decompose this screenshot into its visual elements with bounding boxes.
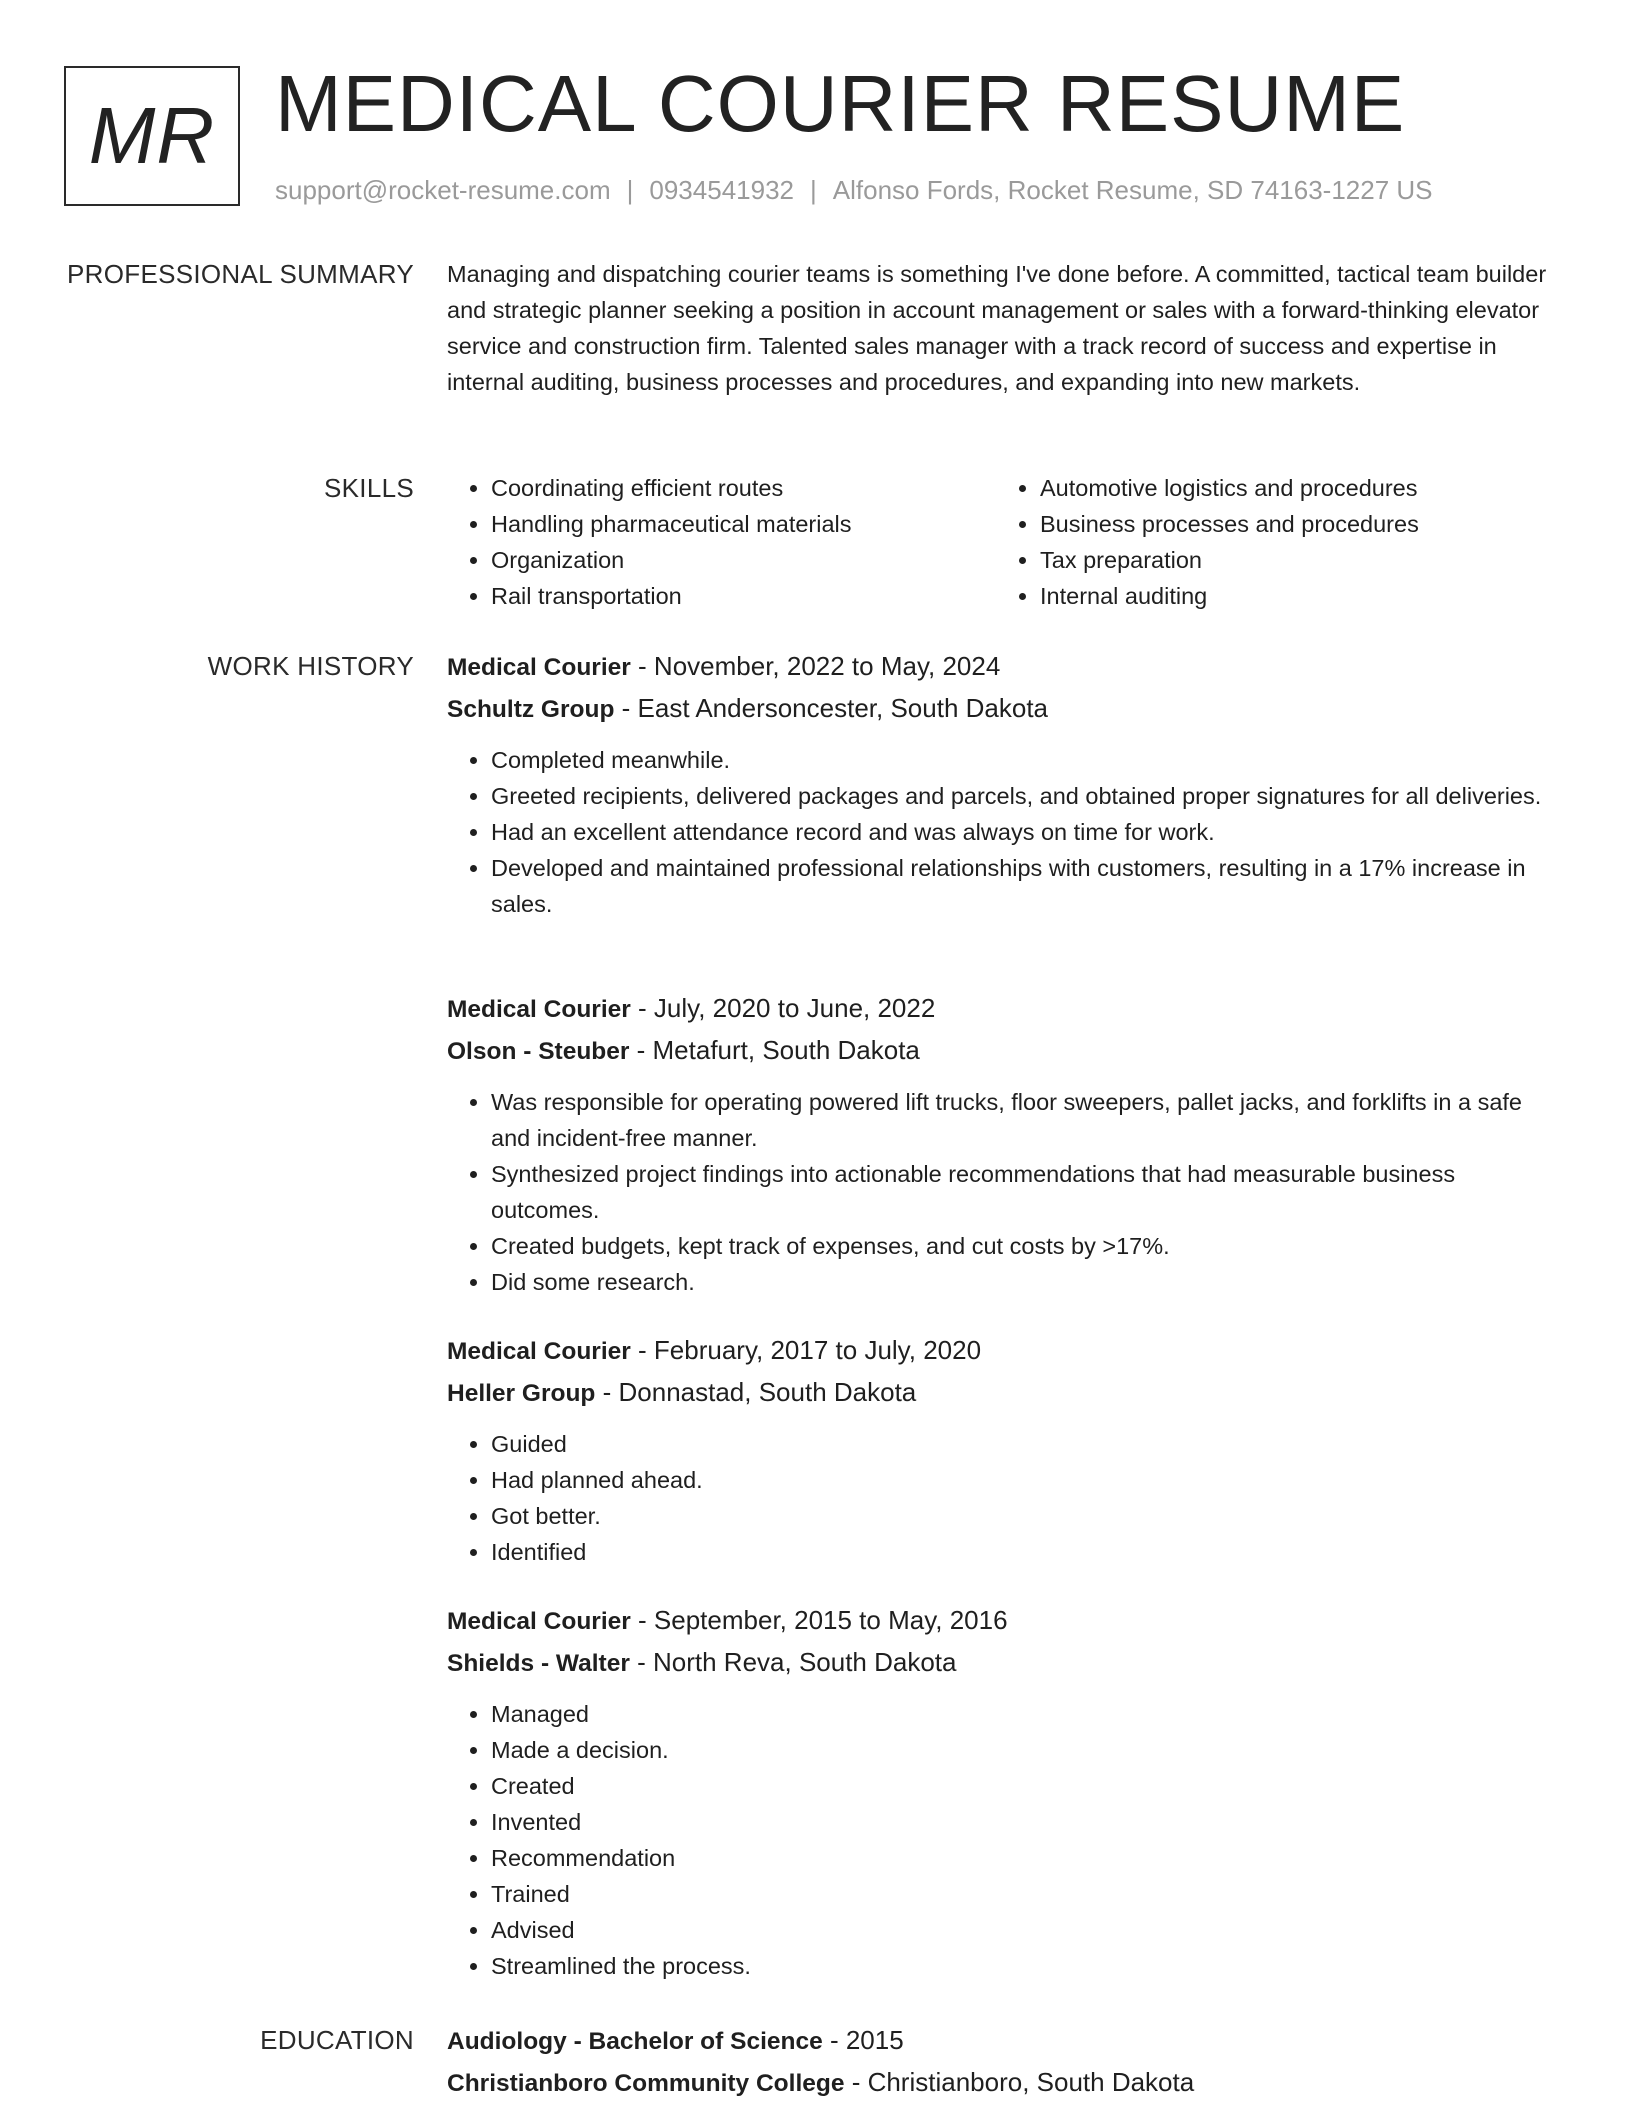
skill-item: • Organization [491, 542, 996, 578]
job-dates: - September, 2015 to May, 2016 [630, 1605, 1008, 1635]
job-company-line [447, 1032, 1562, 1070]
monogram: MR [64, 66, 240, 206]
job-bullet: • Had planned ahead. [491, 1462, 1562, 1498]
education-degree-line [447, 2022, 1562, 2060]
job-bullet: • Got better. [491, 1498, 1562, 1534]
job-company-line [447, 1374, 1562, 1412]
job-bullets [447, 1426, 1562, 1570]
skill-item: • Tax preparation [1040, 542, 1545, 578]
skill-item: • Automotive logistics and procedures [1040, 470, 1545, 506]
job-title-line [447, 648, 1562, 686]
education-label: EDUCATION [260, 2025, 414, 2055]
job-dates: - November, 2022 to May, 2024 [630, 651, 1001, 681]
education-school: Christianboro Community College [447, 2070, 845, 2097]
job-bullets [447, 1084, 1562, 1300]
job-company: Olson - Steuber [447, 1038, 630, 1065]
contact-address: Alfonso Fords, Rocket Resume, SD 74163-1227 US [832, 175, 1433, 205]
job-company: Schultz Group [447, 696, 615, 723]
skill-item: • Rail transportation [491, 578, 996, 614]
contact-email[interactable]: support@rocket-resume.com [275, 175, 611, 205]
skills-list-left [447, 470, 996, 614]
job-title: Medical Courier [447, 996, 631, 1023]
job-location: - East Andersoncester, South Dakota [614, 693, 1049, 723]
skills-list-right [996, 470, 1545, 614]
job-entry [447, 990, 1562, 1300]
job-title-line [447, 990, 1562, 1028]
job-bullet: • Made a decision. [491, 1732, 1562, 1768]
skills-label: SKILLS [324, 473, 414, 503]
job-bullets [447, 742, 1562, 922]
skill-item: • Internal auditing [1040, 578, 1545, 614]
job-bullet: • Synthesized project findings into actionable recommendations that had measurable business outcomes. [491, 1156, 1562, 1228]
job-bullets [447, 1696, 1562, 1984]
job-location: - North Reva, South Dakota [629, 1647, 957, 1677]
job-bullet: • Was responsible for operating powered lift trucks, floor sweepers, pallet jacks, and forklifts in a safe and incident-free manner. [491, 1084, 1562, 1156]
job-company: Shields - Walter [447, 1650, 630, 1677]
job-bullet: • Invented [491, 1804, 1562, 1840]
skills-body [447, 470, 1562, 614]
skill-item: • Coordinating efficient routes [491, 470, 996, 506]
job-location: - Donnastad, South Dakota [595, 1377, 917, 1407]
job-entry [447, 1602, 1562, 1984]
job-bullet: • Managed [491, 1696, 1562, 1732]
job-bullet: • Created budgets, kept track of expenses, and cut costs by >17%. [491, 1228, 1562, 1264]
job-company-line [447, 1644, 1562, 1682]
job-title: Medical Courier [447, 1338, 631, 1365]
education-school-line [447, 2064, 1562, 2102]
education-year: - 2015 [822, 2025, 904, 2055]
job-entry [447, 648, 1562, 922]
summary-label: PROFESSIONAL SUMMARY [67, 259, 414, 289]
job-bullet: • Trained [491, 1876, 1562, 1912]
job-company: Heller Group [447, 1380, 596, 1407]
job-location: - Metafurt, South Dakota [629, 1035, 920, 1065]
skill-item: • Business processes and procedures [1040, 506, 1545, 542]
job-bullet: • Recommendation [491, 1840, 1562, 1876]
summary-text: Managing and dispatching courier teams is something I've done before. A committed, tactical team builder and strategic planner seeking a position in account management or sales with a forward-thinking elevator service and construction firm. Talented sales manager with a track record of success and expertise in internal auditing, business processes and procedures, and expanding into new markets. [447, 261, 1547, 395]
page-title: MEDICAL COURIER RESUME [275, 59, 1406, 148]
job-bullet: • Did some research. [491, 1264, 1562, 1300]
job-title-line [447, 1332, 1562, 1370]
contact-line [275, 174, 1433, 206]
job-bullet: • Streamlined the process. [491, 1948, 1562, 1984]
job-bullet: • Completed meanwhile. [491, 742, 1562, 778]
job-entry [447, 1332, 1562, 1570]
job-bullet: • Developed and maintained professional relationships with customers, resulting in a 17% increase in sales. [491, 850, 1562, 922]
job-title-line [447, 1602, 1562, 1640]
job-dates: - July, 2020 to June, 2022 [630, 993, 936, 1023]
contact-separator: | [626, 175, 634, 205]
job-bullet: • Guided [491, 1426, 1562, 1462]
job-bullet: • Had an excellent attendance record and was always on time for work. [491, 814, 1562, 850]
job-dates: - February, 2017 to July, 2020 [630, 1335, 982, 1365]
skill-item: • Handling pharmaceutical materials [491, 506, 996, 542]
education-location: - Christianboro, South Dakota [844, 2067, 1195, 2097]
job-company-line [447, 690, 1562, 728]
education-degree: Audiology - Bachelor of Science [447, 2028, 823, 2055]
job-bullet: • Identified [491, 1534, 1562, 1570]
education-body [447, 2022, 1562, 2102]
contact-separator: | [810, 175, 817, 205]
job-title: Medical Courier [447, 1608, 631, 1635]
job-title: Medical Courier [447, 654, 631, 681]
job-bullet: • Greeted recipients, delivered packages and parcels, and obtained proper signatures for all deliveries. [491, 778, 1562, 814]
job-bullet: • Advised [491, 1912, 1562, 1948]
contact-phone[interactable]: 0934541932 [649, 175, 794, 205]
job-bullet: • Created [491, 1768, 1562, 1804]
summary-body [447, 256, 1562, 400]
work-label: WORK HISTORY [207, 651, 414, 681]
